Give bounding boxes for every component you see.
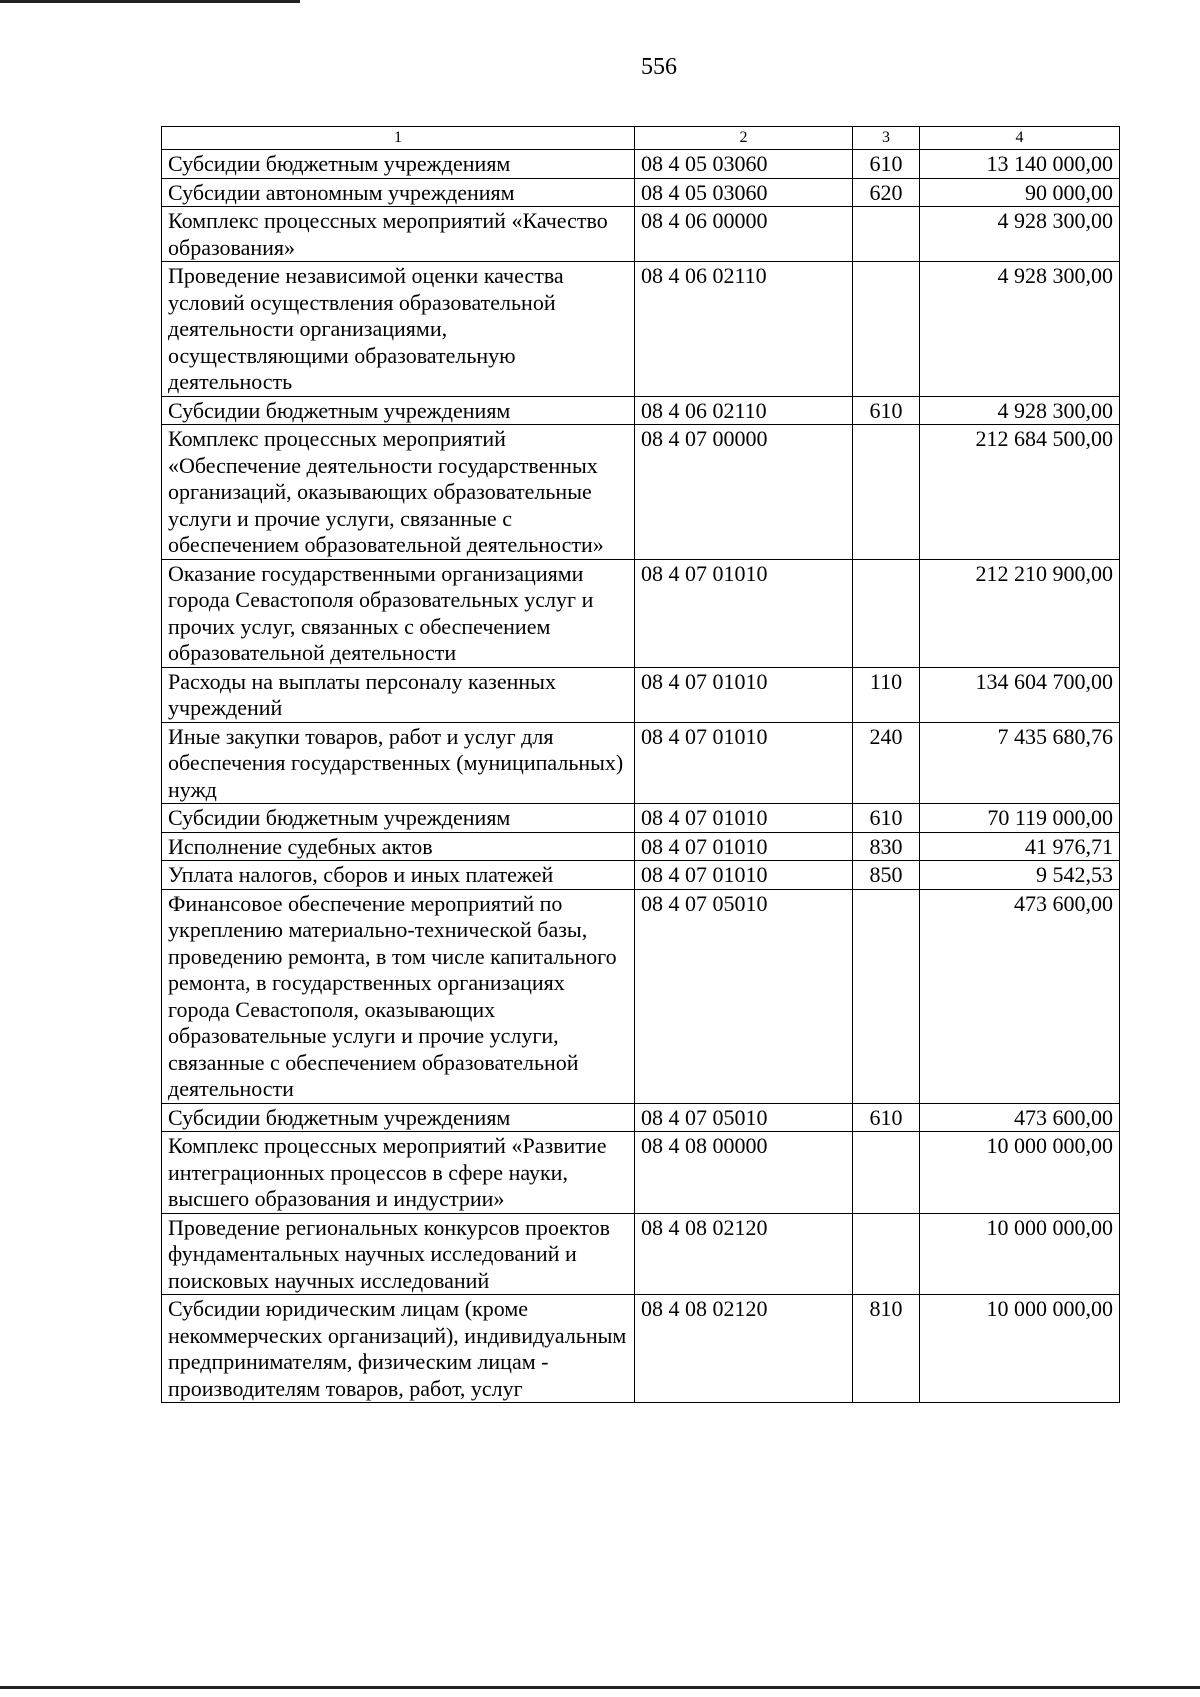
row-amount: 473 600,00 xyxy=(920,889,1120,1103)
table-row xyxy=(162,559,1120,667)
row-expense-type xyxy=(853,425,920,560)
table-header-row xyxy=(162,127,1120,150)
row-description: Уплата налогов, сборов и иных платежей xyxy=(162,861,635,890)
row-expense-type: 620 xyxy=(853,178,920,207)
row-expense-type: 610 xyxy=(853,150,920,179)
row-amount: 41 976,71 xyxy=(920,832,1120,861)
row-expense-type: 850 xyxy=(853,861,920,890)
table-row xyxy=(162,1103,1120,1132)
row-code: 08 4 07 01010 xyxy=(635,861,853,890)
row-description: Финансовое обеспечение мероприятий по укреплению материально-технической базы, проведению ремонта, в том числе капитального ремонта, в государственных организациях города Севастополя, оказывающих образовательные услуги и прочие услуги, связанные с обеспечением образовательной деятельности xyxy=(162,889,635,1103)
row-amount: 90 000,00 xyxy=(920,178,1120,207)
row-description: Расходы на выплаты персоналу казенных учреждений xyxy=(162,667,635,722)
table-row xyxy=(162,1213,1120,1295)
table-row xyxy=(162,804,1120,833)
row-amount: 4 928 300,00 xyxy=(920,396,1120,425)
column-header-4: 4 xyxy=(920,127,1120,150)
row-expense-type xyxy=(853,1132,920,1214)
row-amount: 9 542,53 xyxy=(920,861,1120,890)
row-code: 08 4 05 03060 xyxy=(635,150,853,179)
table-row xyxy=(162,207,1120,262)
row-description: Субсидии юридическим лицам (кроме некоммерческих организаций), индивидуальным предпринимателям, физическим лицам - производителям товаров, работ, услуг xyxy=(162,1295,635,1403)
row-description: Субсидии бюджетным учреждениям xyxy=(162,396,635,425)
table-row xyxy=(162,1132,1120,1214)
column-header-3: 3 xyxy=(853,127,920,150)
table-row xyxy=(162,262,1120,397)
row-code: 08 4 06 02110 xyxy=(635,262,853,397)
row-amount: 4 928 300,00 xyxy=(920,207,1120,262)
row-description: Субсидии бюджетным учреждениям xyxy=(162,804,635,833)
row-code: 08 4 07 01010 xyxy=(635,722,853,804)
row-expense-type xyxy=(853,889,920,1103)
row-expense-type: 240 xyxy=(853,722,920,804)
row-expense-type: 610 xyxy=(853,1103,920,1132)
row-expense-type: 610 xyxy=(853,804,920,833)
table-row xyxy=(162,150,1120,179)
row-code: 08 4 07 01010 xyxy=(635,667,853,722)
scan-edge-top xyxy=(0,0,300,3)
row-description: Комплекс процессных мероприятий «Обеспечение деятельности государственных организаций, оказывающих образовательные услуги и прочие услуги, связанные с обеспечением образовательной деятельности» xyxy=(162,425,635,560)
row-code: 08 4 07 05010 xyxy=(635,1103,853,1132)
table-row xyxy=(162,667,1120,722)
row-code: 08 4 07 00000 xyxy=(635,425,853,560)
budget-table xyxy=(161,126,1120,1403)
row-code: 08 4 07 01010 xyxy=(635,804,853,833)
row-expense-type: 810 xyxy=(853,1295,920,1403)
column-header-1: 1 xyxy=(162,127,635,150)
row-amount: 4 928 300,00 xyxy=(920,262,1120,397)
table-row xyxy=(162,425,1120,560)
row-code: 08 4 05 03060 xyxy=(635,178,853,207)
table-row xyxy=(162,861,1120,890)
table-row xyxy=(162,1295,1120,1403)
row-expense-type xyxy=(853,207,920,262)
row-amount: 212 684 500,00 xyxy=(920,425,1120,560)
row-code: 08 4 07 05010 xyxy=(635,889,853,1103)
row-amount: 10 000 000,00 xyxy=(920,1132,1120,1214)
row-expense-type xyxy=(853,262,920,397)
row-description: Проведение независимой оценки качества условий осуществления образовательной деятельности организациями, осуществляющими образовательную деятельность xyxy=(162,262,635,397)
row-expense-type: 830 xyxy=(853,832,920,861)
row-code: 08 4 06 00000 xyxy=(635,207,853,262)
row-amount: 473 600,00 xyxy=(920,1103,1120,1132)
row-description: Исполнение судебных актов xyxy=(162,832,635,861)
page-number: 556 xyxy=(641,54,677,80)
table-row xyxy=(162,832,1120,861)
row-expense-type: 610 xyxy=(853,396,920,425)
table-row xyxy=(162,722,1120,804)
row-amount: 212 210 900,00 xyxy=(920,559,1120,667)
row-amount: 70 119 000,00 xyxy=(920,804,1120,833)
row-description: Субсидии бюджетным учреждениям xyxy=(162,150,635,179)
row-description: Комплекс процессных мероприятий «Развитие интеграционных процессов в сфере науки, высшего образования и индустрии» xyxy=(162,1132,635,1214)
row-description: Субсидии бюджетным учреждениям xyxy=(162,1103,635,1132)
row-description: Проведение региональных конкурсов проектов фундаментальных научных исследований и поисковых научных исследований xyxy=(162,1213,635,1295)
row-description: Субсидии автономным учреждениям xyxy=(162,178,635,207)
row-expense-type: 110 xyxy=(853,667,920,722)
row-amount: 13 140 000,00 xyxy=(920,150,1120,179)
row-code: 08 4 07 01010 xyxy=(635,832,853,861)
row-code: 08 4 08 00000 xyxy=(635,1132,853,1214)
row-amount: 10 000 000,00 xyxy=(920,1295,1120,1403)
row-code: 08 4 07 01010 xyxy=(635,559,853,667)
row-description: Иные закупки товаров, работ и услуг для обеспечения государственных (муниципальных) нужд xyxy=(162,722,635,804)
row-amount: 134 604 700,00 xyxy=(920,667,1120,722)
row-amount: 10 000 000,00 xyxy=(920,1213,1120,1295)
row-expense-type xyxy=(853,559,920,667)
table-body xyxy=(162,150,1120,1403)
row-code: 08 4 08 02120 xyxy=(635,1295,853,1403)
column-header-2: 2 xyxy=(635,127,853,150)
row-description: Оказание государственными организациями города Севастополя образовательных услуг и прочих услуг, связанных с обеспечением образовательной деятельности xyxy=(162,559,635,667)
row-code: 08 4 08 02120 xyxy=(635,1213,853,1295)
table-row xyxy=(162,178,1120,207)
row-amount: 7 435 680,76 xyxy=(920,722,1120,804)
scan-edge-bottom xyxy=(0,1686,1200,1689)
row-code: 08 4 06 02110 xyxy=(635,396,853,425)
table-row xyxy=(162,396,1120,425)
row-description: Комплекс процессных мероприятий «Качество образования» xyxy=(162,207,635,262)
row-expense-type xyxy=(853,1213,920,1295)
table-row xyxy=(162,889,1120,1103)
